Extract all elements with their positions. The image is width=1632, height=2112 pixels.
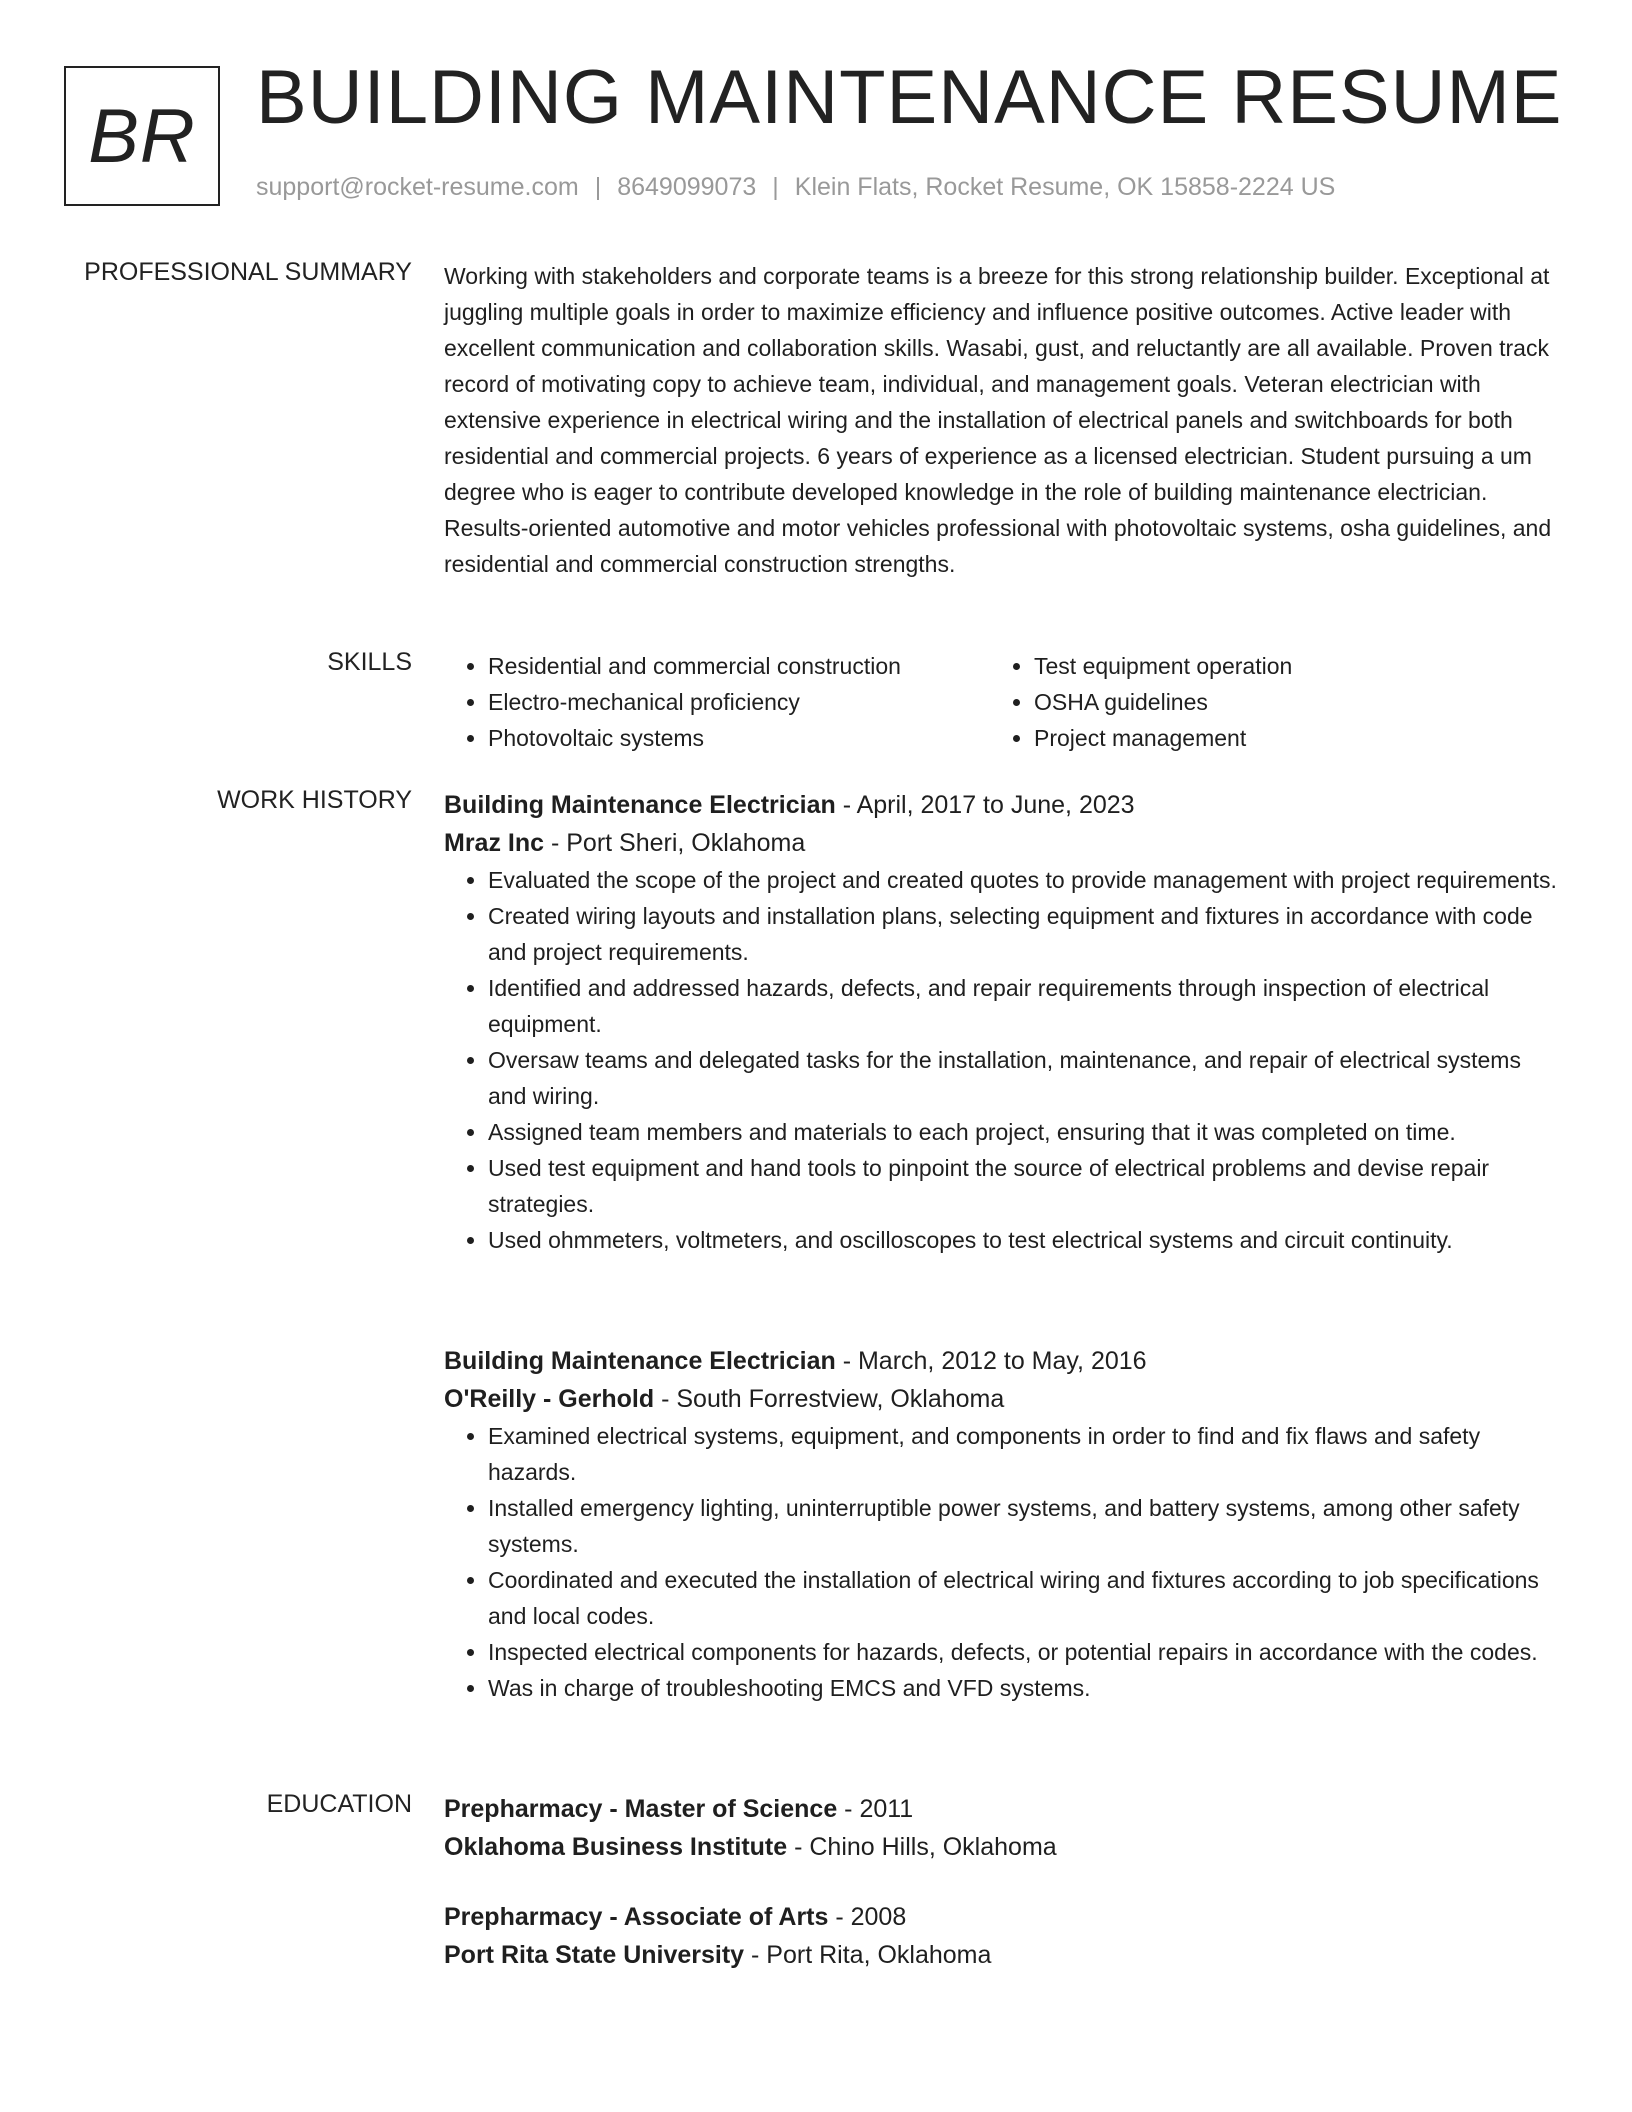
education-degree-line <box>444 1898 1564 1936</box>
job-location: - Port Sheri, Oklahoma <box>544 829 806 857</box>
education-year: - 2008 <box>828 1903 907 1931</box>
job-title-line <box>444 1342 1564 1380</box>
education-degree: Prepharmacy - Associate of Arts <box>444 1903 829 1931</box>
job-dates: - March, 2012 to May, 2016 <box>835 1347 1147 1375</box>
education-entry <box>444 1898 1564 1974</box>
job-bullet: • Examined electrical systems, equipment, and components in order to find and fix flaws and safety hazards. <box>488 1418 1564 1490</box>
education-location: - Port Rita, Oklahoma <box>744 1941 992 1969</box>
summary-label: PROFESSIONAL SUMMARY <box>84 258 412 286</box>
job-title-line <box>444 786 1564 824</box>
education-label: EDUCATION <box>266 1790 412 1818</box>
job-location: - South Forrestview, Oklahoma <box>654 1385 1005 1413</box>
skill-item: • Photovoltaic systems <box>488 720 990 756</box>
education-year: - 2011 <box>837 1795 914 1823</box>
education-entry <box>444 1790 1564 1866</box>
skill-item: • OSHA guidelines <box>1034 684 1536 720</box>
job-bullet: • Coordinated and executed the installation of electrical wiring and fixtures according to job specifications and local codes. <box>488 1562 1564 1634</box>
summary-body <box>444 258 1564 582</box>
job-bullet: • Was in charge of troubleshooting EMCS and VFD systems. <box>488 1670 1564 1706</box>
job-bullet: • Assigned team members and materials to each project, ensuring that it was completed on time. <box>488 1114 1564 1150</box>
skills-label: SKILLS <box>327 648 412 676</box>
education-school: Port Rita State University <box>444 1941 745 1969</box>
job-bullet: • Evaluated the scope of the project and created quotes to provide management with project requirements. <box>488 862 1564 898</box>
contact-separator: | <box>772 173 779 201</box>
job-bullets <box>444 1418 1564 1706</box>
job-entry <box>444 1342 1564 1706</box>
job-bullets <box>444 862 1564 1258</box>
skill-item: • Test equipment operation <box>1034 648 1536 684</box>
job-bullet: • Used test equipment and hand tools to pinpoint the source of electrical problems and devise repair strategies. <box>488 1150 1564 1222</box>
education-school-line <box>444 1828 1564 1866</box>
contact-address: Klein Flats, Rocket Resume, OK 15858-2224 US <box>794 173 1336 201</box>
job-bullet: • Created wiring layouts and installation plans, selecting equipment and fixtures in accordance with code and project requirements. <box>488 898 1564 970</box>
education-school: Oklahoma Business Institute <box>444 1833 788 1861</box>
job-bullet: • Used ohmmeters, voltmeters, and oscilloscopes to test electrical systems and circuit continuity. <box>488 1222 1564 1258</box>
education-degree: Prepharmacy - Master of Science <box>444 1795 838 1823</box>
skill-item: • Project management <box>1034 720 1536 756</box>
contact-email[interactable]: support@rocket-resume.com <box>256 173 579 201</box>
resume-title: BUILDING MAINTENANCE RESUME <box>256 55 1563 140</box>
job-company: O'Reilly - Gerhold <box>444 1385 655 1413</box>
job-company-line <box>444 824 1564 862</box>
job-title: Building Maintenance Electrician <box>444 1347 836 1375</box>
work-history-label: WORK HISTORY <box>217 786 412 814</box>
job-bullet: • Inspected electrical components for hazards, defects, or potential repairs in accordance with the codes. <box>488 1634 1564 1670</box>
job-dates: - April, 2017 to June, 2023 <box>835 791 1135 819</box>
skill-item: • Electro-mechanical proficiency <box>488 684 990 720</box>
skills-grid <box>444 648 1564 756</box>
job-bullet: • Identified and addressed hazards, defects, and repair requirements through inspection of electrical equipment. <box>488 970 1564 1042</box>
job-company-line <box>444 1380 1564 1418</box>
job-bullet: • Installed emergency lighting, uninterruptible power systems, and battery systems, among other safety systems. <box>488 1490 1564 1562</box>
skill-item: • Residential and commercial construction <box>488 648 990 684</box>
skills-column-1 <box>444 648 990 756</box>
skills-body <box>444 648 1564 756</box>
contact-separator: | <box>594 173 602 201</box>
monogram-logo: BR <box>64 66 220 206</box>
education-school-line <box>444 1936 1564 1974</box>
job-bullet: • Oversaw teams and delegated tasks for the installation, maintenance, and repair of electrical systems and wiring. <box>488 1042 1564 1114</box>
contact-line <box>256 173 1335 202</box>
job-company: Mraz Inc <box>444 829 545 857</box>
job-title: Building Maintenance Electrician <box>444 791 836 819</box>
education-degree-line <box>444 1790 1564 1828</box>
contact-phone[interactable]: 8649099073 <box>617 173 757 201</box>
job-entry <box>444 786 1564 1258</box>
skills-column-2 <box>990 648 1536 756</box>
education-location: - Chino Hills, Oklahoma <box>787 1833 1057 1861</box>
summary-text: Working with stakeholders and corporate teams is a breeze for this strong relationship builder. Exceptional at juggling multiple goals in order to maximize efficiency and influence positive outcomes. Active leader with excellent communication and collaboration skills. Wasabi, gust, and reluctantly are all available. Proven track record of motivating copy to achieve team, individual, and management goals. Veteran electrician with extensive experience in electrical wiring and the installation of electrical panels and switchboards for both residential and commercial projects. 6 years of experience as a licensed electrician. Student pursuing a um degree who is eager to contribute developed knowledge in the role of building maintenance electrician. Results-oriented automotive and motor vehicles professional with photovoltaic systems, osha guidelines, and residential and commercial construction strengths. <box>444 263 1552 577</box>
